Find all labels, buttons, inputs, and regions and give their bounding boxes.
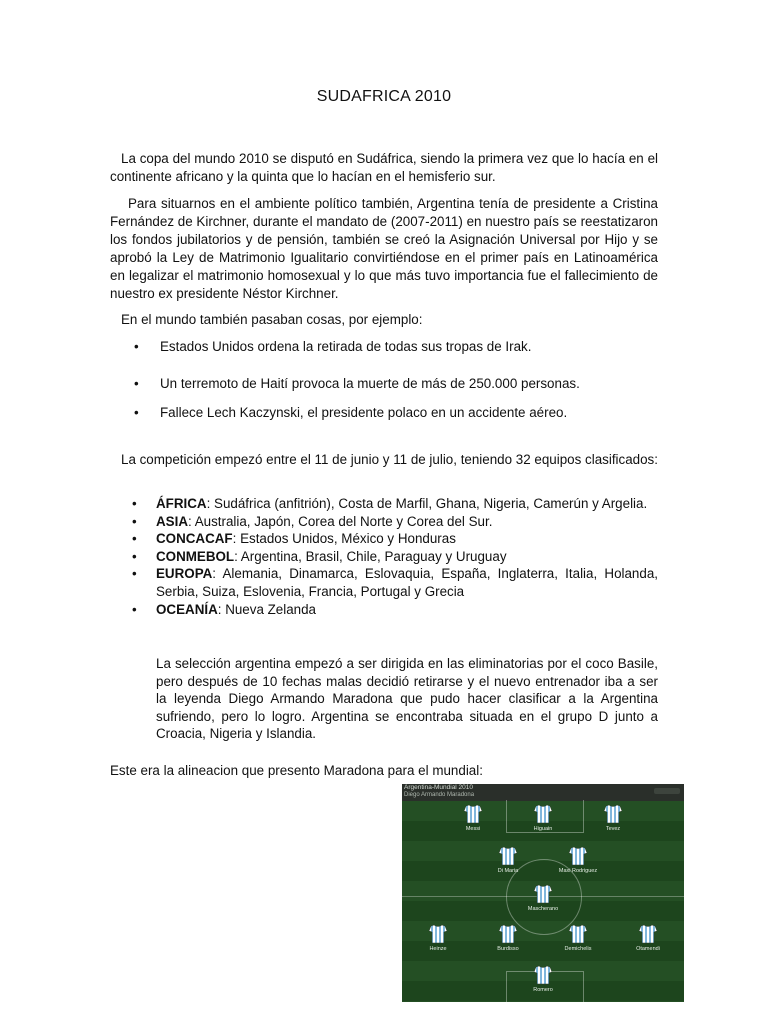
intro-paragraph: La copa del mundo 2010 se disputó en Sudáfrica, siendo la primera vez que lo hacía en el continente africano y la quinta que lo hacían en el hemisferio sur. xyxy=(110,151,658,184)
shirt-icon xyxy=(569,924,587,944)
shirt-icon xyxy=(499,924,517,944)
list-item xyxy=(110,565,658,600)
list-item xyxy=(110,495,658,513)
lineup-subtitle: Diego Armando Maradona xyxy=(404,792,475,798)
shirt-icon xyxy=(639,924,657,944)
list-item-text: Fallece Lech Kaczynski, el presidente polaco en un accidente aéreo. xyxy=(160,405,568,420)
player-messi xyxy=(448,804,498,833)
region-teams: : Australia, Japón, Corea del Norte y Corea del Sur. xyxy=(188,513,493,529)
bullet-icon: • xyxy=(132,513,137,529)
shirt-icon xyxy=(534,804,552,824)
lineup-header xyxy=(402,784,684,801)
region-name: ÁFRICA xyxy=(156,496,207,511)
bullet-icon: • xyxy=(134,405,139,420)
qualified-teams-list xyxy=(110,495,658,618)
page-title: SUDAFRICA 2010 xyxy=(316,88,452,105)
player-romero xyxy=(518,965,568,994)
player-name: Burdisso xyxy=(497,946,519,952)
player-name: Heinze xyxy=(429,946,447,952)
bullet-icon: • xyxy=(134,376,139,391)
player-heinze xyxy=(413,924,463,953)
shirt-icon xyxy=(429,924,447,944)
shirt-icon xyxy=(534,884,552,904)
bullet-icon: • xyxy=(132,601,137,617)
competition-paragraph: La competición empezó entre el 11 de junio y 11 de julio, teniendo 32 equipos clasificados: xyxy=(121,452,658,467)
player-maxi-rodriguez xyxy=(553,846,603,875)
region-name: CONCACAF xyxy=(156,531,233,547)
world-intro-paragraph: En el mundo también pasaban cosas, por ejemplo: xyxy=(121,312,423,327)
region-name: OCEANÍA xyxy=(156,601,218,617)
list-item xyxy=(110,513,658,531)
region-name: CONMEBOL xyxy=(156,548,235,564)
shirt-icon xyxy=(464,804,482,824)
player-mascherano xyxy=(518,884,568,913)
football-pitch xyxy=(402,801,684,1002)
header-control xyxy=(654,788,680,794)
player-name: Otamendi xyxy=(636,946,660,952)
lineup-caption: Este era la alineacion que presento Maradona para el mundial: xyxy=(110,763,483,778)
region-teams: : Sudáfrica (anfitrión), Costa de Marfil, Ghana, Nigeria, Camerún y Argelia. xyxy=(206,496,648,511)
player-name: Maxi Rodriguez xyxy=(558,868,598,874)
player-burdisso xyxy=(483,924,533,953)
shirt-icon xyxy=(569,846,587,866)
bullet-icon: • xyxy=(132,548,137,564)
shirt-icon xyxy=(499,846,517,866)
list-item xyxy=(110,530,658,548)
lineup-image xyxy=(402,784,684,1002)
region-name: ASIA xyxy=(156,513,188,529)
region-teams: : Estados Unidos, México y Honduras xyxy=(232,531,456,547)
player-name: Mascherano xyxy=(527,906,559,912)
list-item-text: Estados Unidos ordena la retirada de todas sus tropas de Irak. xyxy=(160,339,532,354)
list-item-text: Un terremoto de Haití provoca la muerte de más de 250.000 personas. xyxy=(160,376,580,391)
bullet-icon: • xyxy=(132,531,137,547)
shirt-icon xyxy=(604,804,622,824)
player-demichelis xyxy=(553,924,603,953)
region-teams: : Nueva Zelanda xyxy=(217,601,317,617)
bullet-icon: • xyxy=(132,496,137,511)
player-name: Demichelis xyxy=(564,946,592,952)
player-name: Tevez xyxy=(605,826,621,832)
player-higuain xyxy=(518,804,568,833)
politics-paragraph: Para situarnos en el ambiente político también, Argentina tenía de presidente a Cristina Fernández de Kirchner, durante el mandato de (2007-2011) en nuestro país se reestatizaron los fondos jubilatorios y de pensión, también se creó la Asignación Universal por Hijo y se aprobó la Ley de Matrimonio Igualitario convirtiéndose en el primer país en Latinoamérica en legalizar el matrimonio homosexual y lo que más tuvo importancia fue el fallecimiento de nuestro ex presidente Néstor Kirchner. xyxy=(110,196,658,301)
bullet-icon: • xyxy=(132,566,137,582)
player-name: Di Maria xyxy=(497,868,519,874)
lineup-title: Argentina-Mundial 2010 xyxy=(404,784,474,791)
player-tevez xyxy=(588,804,638,833)
player-name: Messi xyxy=(465,826,481,832)
player-name: Higuain xyxy=(533,826,553,832)
player-dimaria xyxy=(483,846,533,875)
selection-paragraph: La selección argentina empezó a ser dirigida en las eliminatorias por el coco Basile, pero después de 10 fechas malas decidió retirarse y el nuevo entrenador iba a ser la leyenda Diego Armando Maradona que pudo hacer clasificar a la Argentina sufriendo, pero lo logro. Argentina se encontraba situada en el grupo D junto a Croacia, Nigeria y Islandia. xyxy=(156,656,658,742)
list-item xyxy=(110,548,658,566)
region-name: EUROPA xyxy=(156,566,213,582)
region-teams: : Alemania, Dinamarca, Eslovaquia, España, Inglaterra, Italia, Holanda, Serbia, Suiza, Eslovenia, Francia, Portugal y Grecia xyxy=(156,566,658,599)
bullet-icon: • xyxy=(134,339,139,354)
list-item xyxy=(110,601,658,619)
player-name: Romero xyxy=(533,987,553,993)
player-otamendi xyxy=(623,924,673,953)
region-teams: : Argentina, Brasil, Chile, Paraguay y Uruguay xyxy=(234,548,507,564)
shirt-icon xyxy=(534,965,552,985)
